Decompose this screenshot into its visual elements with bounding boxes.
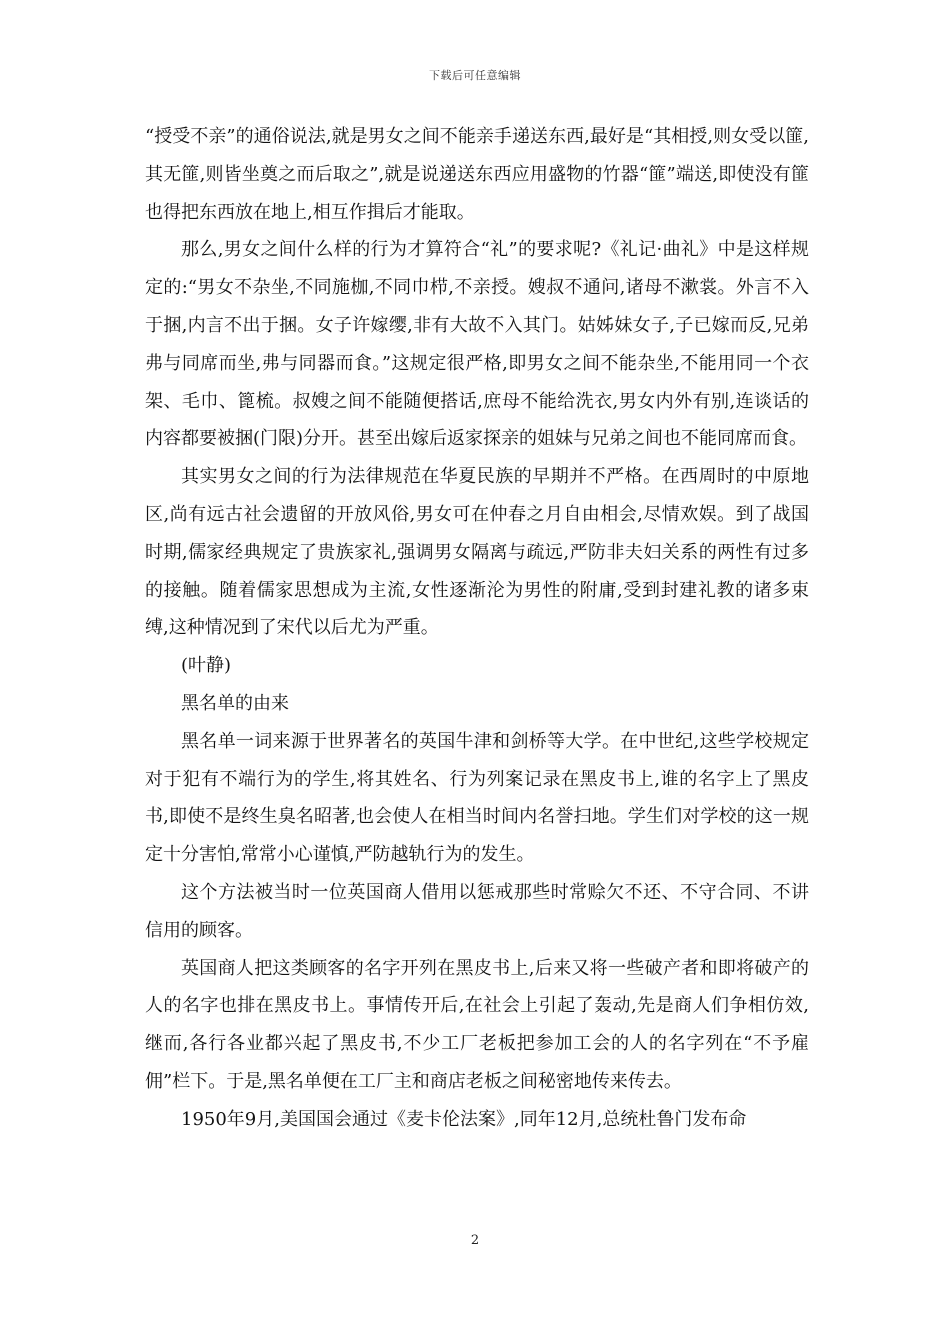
paragraph-early-norms: 其实男女之间的行为法律规范在华夏民族的早期并不严格。在西周时的中原地区,尚有远古社会遗留的开放风俗,男女可在仲春之月自由相会,尽情欢娱。到了战国时期,儒家经典规定了贵族家礼,强调男女隔离与疏远,严防非夫妇关系的两性有过多的接触。随着儒家思想成为主流,女性逐渐沦为男性的附庸,受到封建礼教的诸多束缚,这种情况到了宋代以后尤为严重。	[145, 466, 809, 639]
paragraph-mccarran-act: 1950年9月,美国国会通过《麦卡伦法案》,同年12月,总统杜鲁门发布命	[181, 1108, 747, 1130]
page-number: 2	[470, 1233, 480, 1248]
paragraph-blackbook-spread: 英国商人把这类顾客的名字开列在黑皮书上,后来又将一些破产者和即将破产的人的名字也排在黑皮书上。事情传开后,在社会上引起了轰动,先是商人们争相仿效,继而,各行各业都兴起了黑皮书,不少工厂老板把参加工会的人的名字列在“不予雇佣”栏下。于是,黑名单便在工厂主和商店老板之间秘密地传来传去。	[145, 957, 809, 1092]
author-credit: (叶静)	[181, 655, 232, 677]
paragraph-liji-quli: 那么,男女之间什么样的行为才算符合“礼”的要求呢?《礼记·曲礼》中是这样规定的:“男女不杂坐,不同施枷,不同巾栉,不亲授。嫂叔不通问,诸母不漱裳。外言不入于捆,内言不出于捆。女子许嫁缨,非有大故不入其门。姑姊妹女子,子已嫁而反,兄弟弗与同席而坐,弗与同器而食。”这规定很严格,即男女之间不能杂坐,不能用同一个衣架、毛巾、篦梳。叔嫂之间不能随便搭话,庶母不能给洗衣,男女内外有别,连谈话的内容都要被捆(门限)分开。甚至出嫁后返家探亲的姐妹与兄弟之间也不能同席而食。	[145, 239, 809, 450]
document-body	[145, 118, 809, 1139]
section-title-blacklist: 黑名单的由来	[181, 692, 289, 714]
paragraph-merchant-borrowed: 这个方法被当时一位英国商人借用以惩戒那些时常赊欠不还、不守合同、不讲信用的顾客。	[145, 881, 809, 941]
paragraph-blacklist-origin: 黑名单一词来源于世界著名的英国牛津和剑桥等大学。在中世纪,这些学校规定对于犯有不端行为的学生,将其姓名、行为列案记录在黑皮书上,谁的名字上了黑皮书,即使不是终生臭名昭著,也会使人在相当时间内名誉扫地。学生们对学校的这一规定十分害怕,常常小心谨慎,严防越轨行为的发生。	[145, 730, 809, 866]
page-header: 下载后可任意编辑	[429, 69, 521, 82]
paragraph-shoushou-buqin: “授受不亲”的通俗说法,就是男女之间不能亲手递送东西,最好是“其相授,则女受以篚,其无篚,则皆坐奠之而后取之”,就是说递送东西应用盛物的竹器“篚”端送,即使没有篚也得把东西放在地上,相互作揖后才能取。	[145, 126, 809, 223]
